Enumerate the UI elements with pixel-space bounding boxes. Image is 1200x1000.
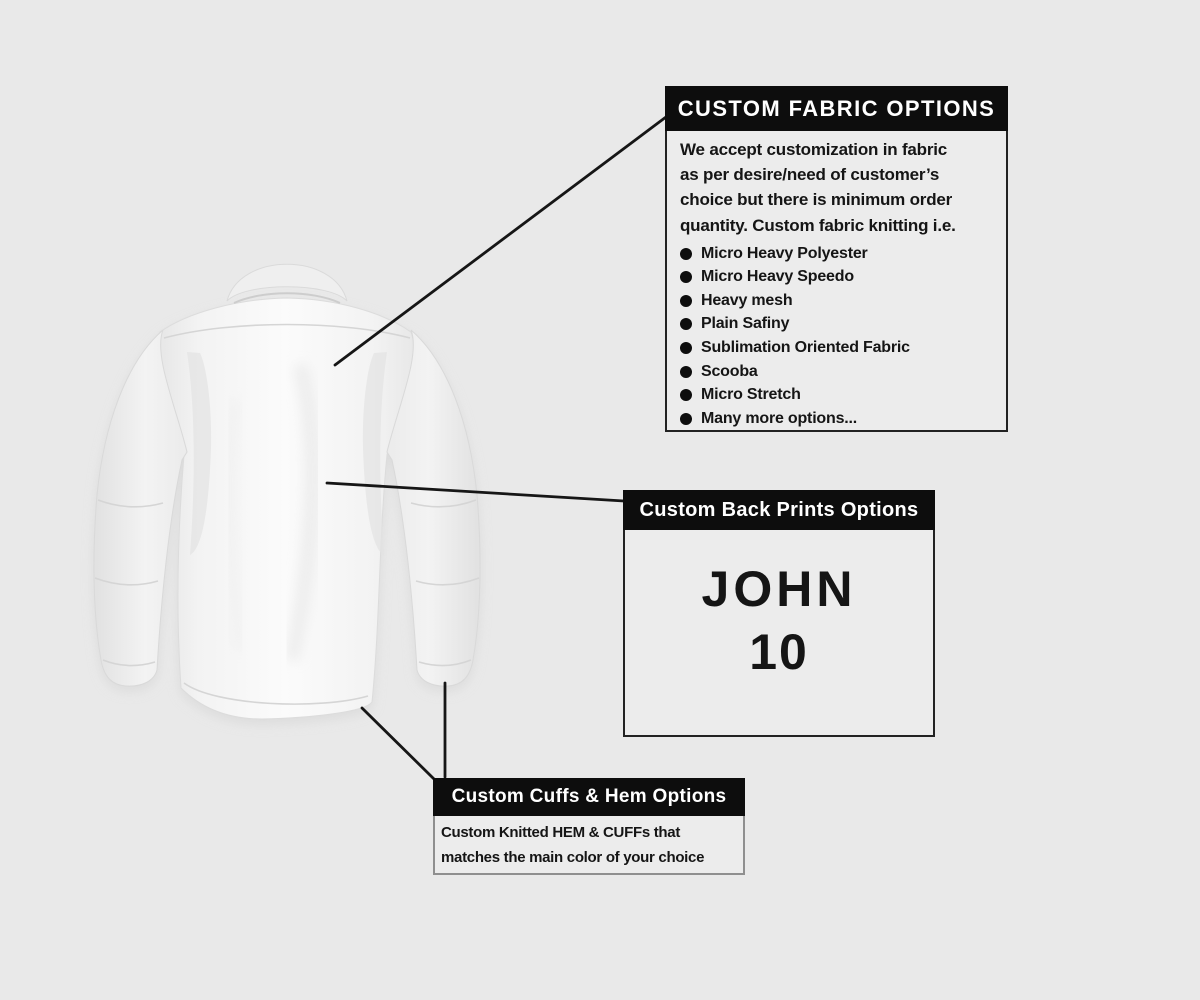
fabric-bullet-label: Scooba <box>701 362 758 380</box>
fabric-bullet-label: Micro Stretch <box>701 386 801 404</box>
connector-lines <box>327 117 666 779</box>
cuffs-body-line: matches the main color of your choice <box>441 849 705 866</box>
cuffs-hem-callout <box>433 778 745 875</box>
connector-line-hem <box>362 708 434 779</box>
fabric-intro-line: as per desire/need of customer’s <box>680 165 940 185</box>
bullet-icon <box>680 413 692 425</box>
fabric-bullet-label: Plain Safiny <box>701 315 790 333</box>
jersey-back-illustration <box>94 264 480 724</box>
fabric-intro-line: We accept customization in fabric <box>680 140 948 159</box>
fabric-bullet-label: Sublimation Oriented Fabric <box>701 338 910 356</box>
fabric-options-list <box>680 242 996 431</box>
cuffs-body-line: Custom Knitted HEM & CUFFs that <box>441 824 681 841</box>
fabric-bullet-label: Micro Heavy Speedo <box>701 268 854 286</box>
cuffs-hem-body <box>433 816 745 875</box>
player-number-text: 10 <box>749 624 809 680</box>
bullet-icon <box>680 366 692 378</box>
fabric-bullet-item <box>680 265 996 289</box>
bullet-icon <box>680 318 692 330</box>
bullet-icon <box>680 248 692 260</box>
back-prints-body <box>623 530 935 737</box>
fabric-bullet-item <box>680 383 996 407</box>
fabric-bullet-label: Heavy mesh <box>701 291 793 309</box>
fabric-options-body <box>665 131 1008 432</box>
fabric-options-title: CUSTOM FABRIC OPTIONS <box>665 86 1008 131</box>
fabric-intro-line: quantity. Custom fabric knitting i.e. <box>680 215 956 235</box>
player-name-text: JOHN <box>701 561 857 617</box>
fabric-bullet-item <box>680 336 996 360</box>
bullet-icon <box>680 271 692 283</box>
back-prints-callout <box>623 490 935 737</box>
fabric-bullet-item <box>680 289 996 313</box>
bullet-icon <box>680 389 692 401</box>
fabric-bullet-item <box>680 313 996 337</box>
connector-line-back-print <box>327 483 624 501</box>
fabric-intro-line: choice but there is minimum order <box>680 190 953 210</box>
fabric-bullet-label: Many more options... <box>701 409 858 427</box>
connector-line-fabric <box>335 117 666 365</box>
fabric-bullet-item <box>680 242 996 266</box>
fabric-options-callout <box>665 86 1008 432</box>
bullet-icon <box>680 295 692 307</box>
fabric-bullet-label: Micro Heavy Polyester <box>701 244 868 262</box>
back-prints-title: Custom Back Prints Options <box>623 490 935 530</box>
cuffs-hem-title: Custom Cuffs & Hem Options <box>433 778 745 816</box>
fabric-bullet-item <box>680 360 996 384</box>
bullet-icon <box>680 342 692 354</box>
fabric-bullet-item <box>680 407 996 431</box>
